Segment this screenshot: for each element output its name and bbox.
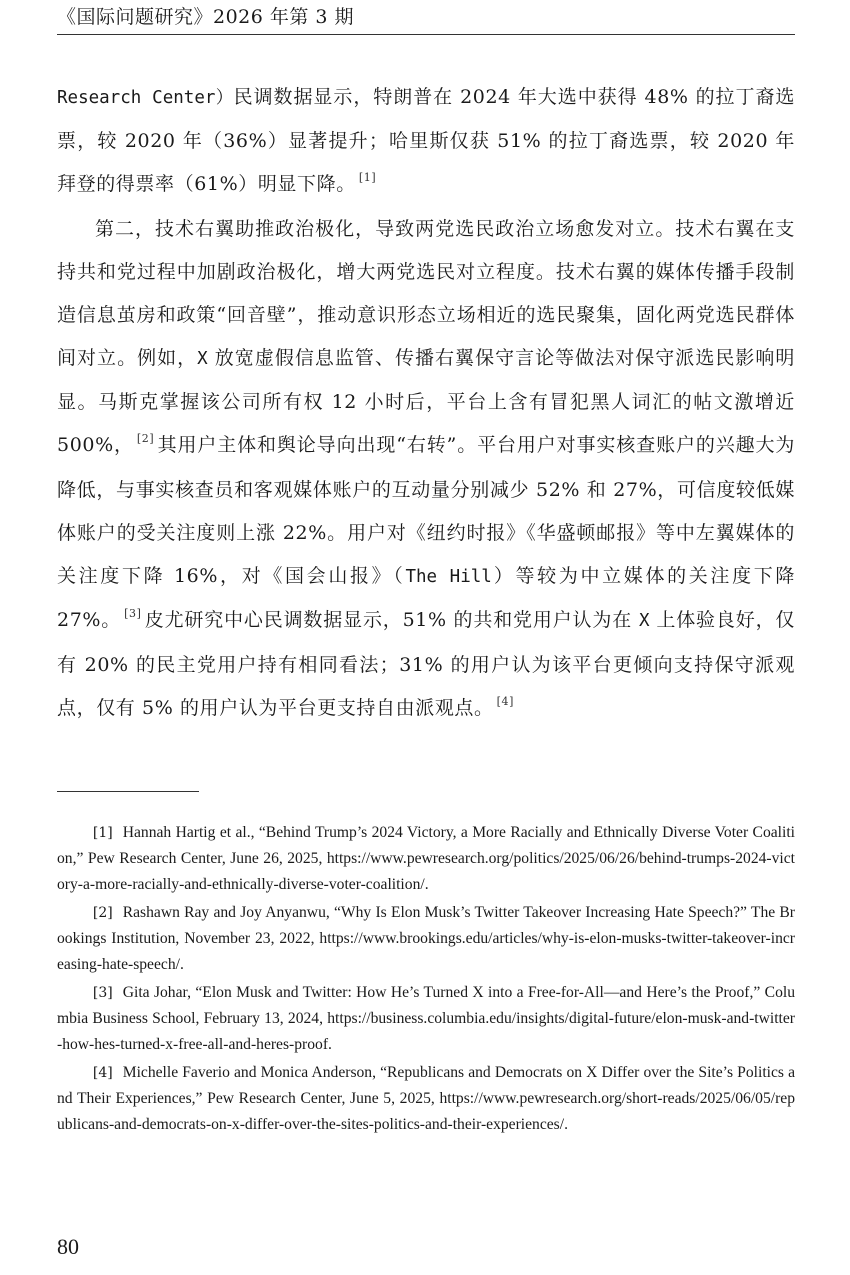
footnote-number: [3] [92,985,113,1001]
footnote-number: [2] [92,905,113,921]
paragraph-text: 第二，技术右翼助推政治极化，导致两党选民政治立场愈发对立。技术右翼在支持共和党过程中加剧政治极化，增大两党选民对立程度。技术右翼的媒体传播手段制造信息茧房和政策“回音壁”，推动意识形态立场相近的选民聚集，固化两党选民群体间对立。例如， [57,218,795,369]
footnote-ref-4[interactable]: [4] [496,695,515,708]
header-divider [57,34,795,35]
footnote-number: [1] [92,825,113,841]
footnote-divider [57,791,199,792]
latin-text: Research Center） [57,88,234,108]
page-number: 80 [57,1234,79,1259]
footnote-number: [4] [92,1065,113,1081]
latin-text: X [197,349,208,369]
latin-text: The Hill [405,567,492,587]
paragraph-text: 上体验良好，仅有 20% 的民主党用户持有相同看法；31% 的用户认为该平台更倾向支持保守派观点，仅有 5% 的用户认为平台更支持自由派观点。 [57,609,796,719]
paragraph-text: 其用户主体和舆论导向出现“右转”。平台用户对事实核查账户的兴趣大为降低，与事实核查员和客观媒体账户的互动量分别减少 52% 和 27%，可信度较低媒体账户的受关注度则上涨 22%。用户对《纽约时报》《华盛顿邮报》等中左翼媒体的关注度下降 16%，对《国会山报》（ [57,434,795,587]
footnotes-section [57,820,795,1140]
footnote-4 [57,1060,795,1138]
paragraph-text: 皮尤研究中心民调数据显示，51% 的共和党用户认为在 [144,609,639,631]
footnote-2 [57,900,795,978]
footnote-text: Hannah Hartig et al., “Behind Trump’s 2024 Victory, a More Racially and Ethnically Diverse Voter Coalition,” Pew Research Center, June 26, 2025, https://www.pewresearch.org/politics/2025/06/26/behind-trumps-2024-victory-a-more-racially-and-ethnically-diverse-voter-coalition/. [57,824,795,893]
footnote-text: Rashawn Ray and Joy Anyanwu, “Why Is Elon Musk’s Twitter Takeover Increasing Hate Speech?” The Brookings Institution, November 23, 2022, https://www.brookings.edu/articles/why-is-elon-musks-twitter-takeover-increasing-hate-speech/. [57,904,795,973]
footnote-1 [57,820,795,898]
paragraph-text: 民调数据显示，特朗普在 2024 年大选中获得 48% 的拉丁裔选票，较 2020 年（36%）显著提升；哈里斯仅获 51% 的拉丁裔选票，较 2020 年拜登的得票率（61%）明显下降。 [57,86,795,195]
footnote-text: Michelle Faverio and Monica Anderson, “Republicans and Democrats on X Differ over the Site’s Politics and Their Experiences,” Pew Research Center, June 5, 2025, https://www.pewresearch.org/short-reads/2025/06/05/republicans-and-democrats-on-x-differ-over-the-sites-politics-and-their-experiences/. [57,1064,795,1133]
journal-header: 《国际问题研究》2026 年第 3 期 [57,6,355,28]
paragraph-text: ）等较为中立媒体的关注度下降 27%。 [57,565,795,631]
footnote-3 [57,980,795,1058]
footnote-ref-3[interactable]: [3] [124,607,142,620]
footnote-ref-1[interactable]: [1] [358,171,377,184]
latin-text: X [638,611,650,631]
footnote-ref-2[interactable]: [2] [136,432,155,445]
footnote-text: Gita Johar, “Elon Musk and Twitter: How He’s Turned X into a Free-for-All—and Here’s the Proof,” Columbia Business School, February 13, 2024, https://business.columbia.edu/insights/digital-future/elon-musk-and-twitter-how-hes-turned-x-free-all-and-heres-proof. [57,984,795,1053]
paragraph-2 [57,208,795,732]
main-body [57,76,795,732]
paragraph-text: 放宽虚假信息监管、传播右翼保守言论等做法对保守派选民影响明显。马斯克掌握该公司所有权 12 小时后，平台上含有冒犯黑人词汇的帖文激增近 500%， [57,347,796,456]
paragraph-1 [57,76,795,208]
